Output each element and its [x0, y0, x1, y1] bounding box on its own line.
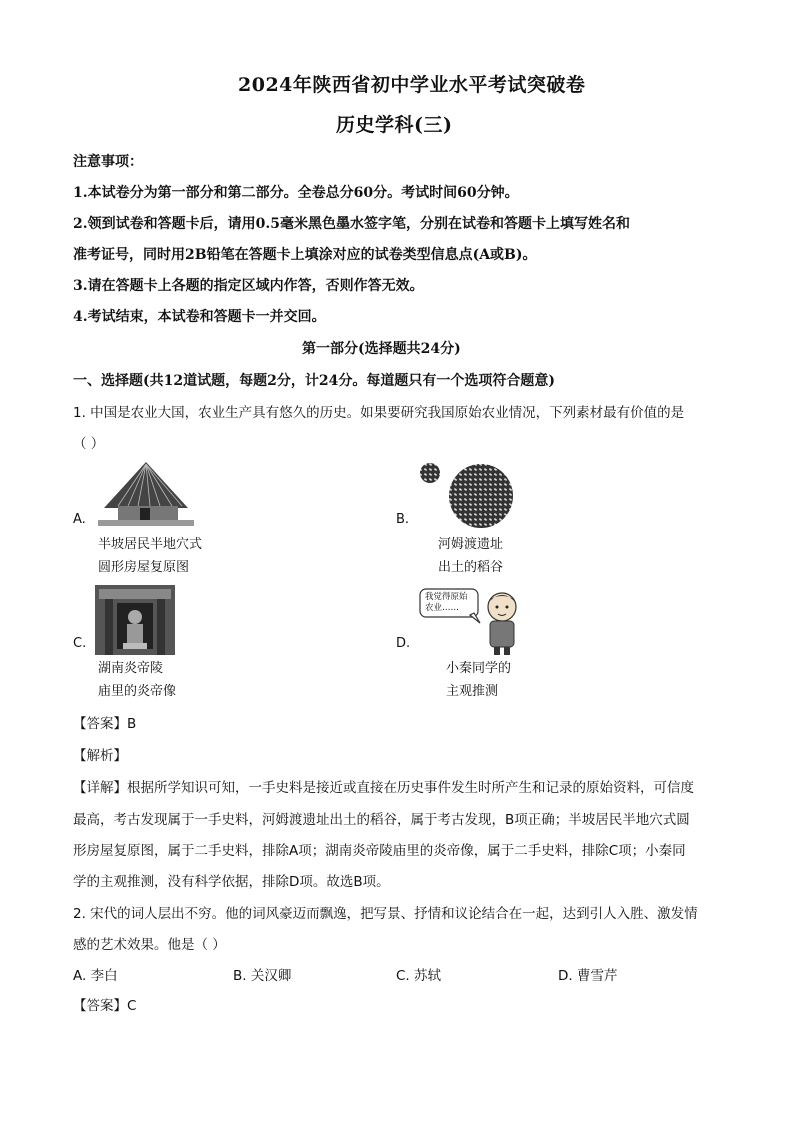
rice-grains-image	[418, 462, 518, 532]
q2-stem-line1: 2. 宋代的词人层出不穷。他的词风豪迈而飘逸，把写景、抒情和议论结合在一起，达到引人入胜、激发情	[73, 906, 698, 922]
q2-answer: 【答案】C	[73, 998, 137, 1014]
option-b-letter: B.	[396, 512, 410, 527]
notice-item: 3.请在答题卡上各题的指定区域内作答，否则作答无效。	[73, 278, 424, 294]
q1-detail-line: 形房屋复原图，属于二手史料，排除A项；湖南炎帝陵庙里的炎帝像，属于二手史料，排除C项；小秦同	[73, 843, 686, 859]
option-d-caption-line2: 主观推测	[446, 684, 499, 699]
bubble-text-line2: 农业……	[425, 603, 460, 613]
exam-subtitle: 历史学科(三)	[336, 114, 453, 136]
q1-analysis-label: 【解析】	[73, 748, 127, 764]
option-a-caption	[98, 533, 202, 579]
option-c-caption-line1: 湖南炎帝陵	[98, 661, 164, 676]
q2-stem-line2: 感的艺术效果。他是（ ）	[73, 937, 226, 953]
bubble-text	[425, 592, 468, 614]
notice-heading: 注意事项：	[73, 154, 143, 170]
notice-item: 4.考试结束，本试卷和答题卡一并交回。	[73, 309, 326, 325]
notice-item: 2.领到试卷和答题卡后，请用0.5毫米黑色墨水签字笔，分别在试卷和答题卡上填写姓名和	[73, 216, 630, 232]
statue-image	[95, 585, 175, 659]
q1-detail-line: 最高，考古发现属于一手史料，河姆渡遗址出土的稻谷，属于考古发现，B项正确；半坡居民半地穴式圆	[73, 812, 690, 828]
option-a-caption-line2: 圆形房屋复原图	[98, 560, 190, 575]
exam-title: 2024年陕西省初中学业水平考试突破卷	[238, 74, 586, 96]
q2-option-b: B. 关汉卿	[233, 968, 292, 984]
option-c-caption	[98, 657, 176, 703]
option-d-caption	[446, 657, 511, 703]
option-a-letter: A.	[73, 512, 86, 527]
option-c-letter: C.	[73, 636, 87, 651]
option-b-caption	[438, 533, 503, 579]
q1-detail-line: 【详解】根据所学知识可知，一手史料是接近或直接在历史事件发生时所产生和记录的原始资料，可信度	[73, 780, 694, 796]
hut-image	[98, 460, 194, 534]
q2-option-a: A. 李白	[73, 968, 118, 984]
q1-stem-line2: （ ）	[73, 436, 105, 452]
q1-detail-line: 学的主观推测，没有科学依据，排除D项。故选B项。	[73, 874, 390, 890]
option-c-caption-line2: 庙里的炎帝像	[98, 684, 177, 699]
option-d-caption-line1: 小秦同学的	[446, 661, 512, 676]
option-a-caption-line1: 半坡居民半地穴式	[98, 537, 203, 552]
part1-heading: 第一部分(选择题共24分)	[302, 341, 461, 357]
bubble-text-line1: 我觉得原始	[425, 592, 468, 602]
option-d-letter: D.	[396, 636, 411, 651]
q1-stem-line1: 1. 中国是农业大国，农业生产具有悠久的历史。如果要研究我国原始农业情况，下列素材最有价值的是	[73, 405, 685, 421]
q2-option-c: C. 苏轼	[396, 968, 442, 984]
q1-answer: 【答案】B	[73, 716, 137, 732]
notice-item: 1.本试卷分为第一部分和第二部分。全卷总分60分。考试时间60分钟。	[73, 185, 519, 201]
notice-item: 准考证号，同时用2B铅笔在答题卡上填涂对应的试卷类型信息点(A或B)。	[73, 247, 537, 263]
section-heading: 一、选择题(共12道试题，每题2分，计24分。每道题只有一个选项符合题意)	[73, 373, 555, 389]
q2-option-d: D. 曹雪芹	[558, 968, 618, 984]
option-b-caption-line2: 出土的稻谷	[438, 560, 504, 575]
option-b-caption-line1: 河姆渡遗址	[438, 537, 504, 552]
